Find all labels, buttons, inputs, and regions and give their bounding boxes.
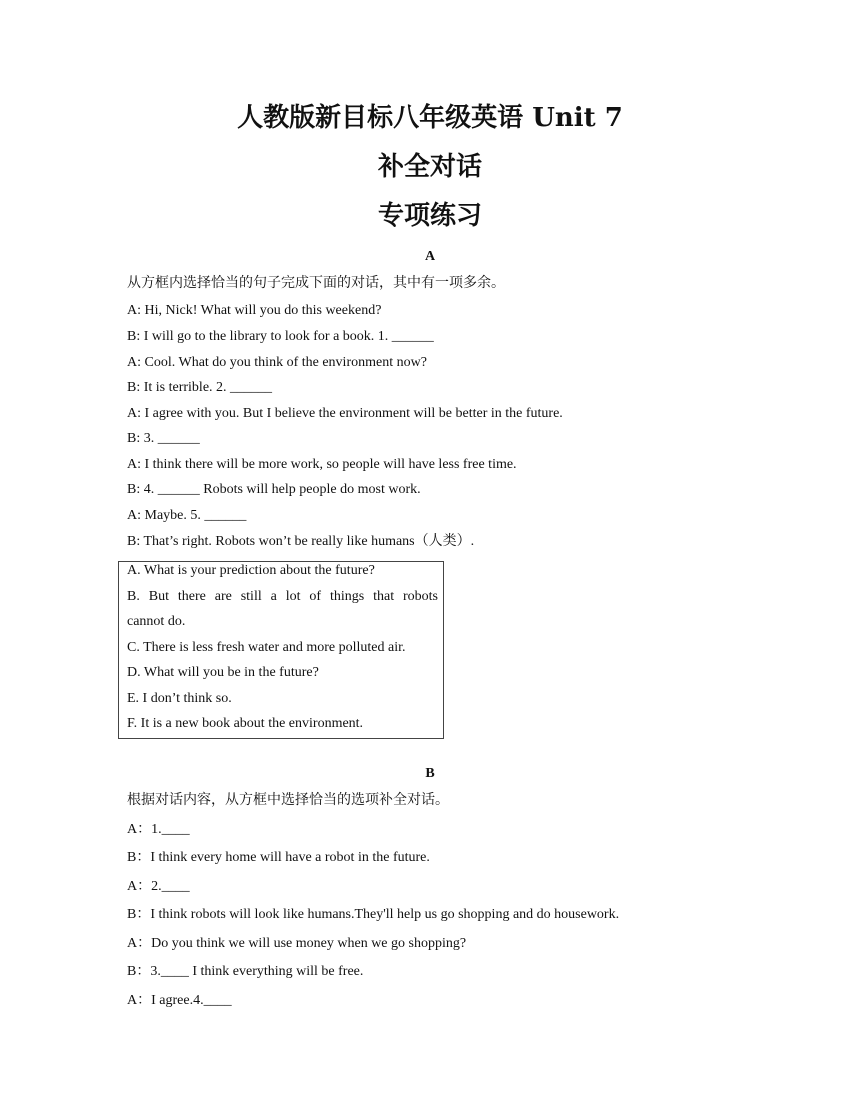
dialogue-line: A：2.____ [127,879,190,894]
dialogue-line: B: 4. ______ Robots will help people do most work. [127,482,421,497]
option-f: F. It is a new book about the environment. [127,716,364,731]
dialogue-line: A：Do you think we will use money when we go shopping? [127,936,467,951]
dialogue-line: A: Maybe. 5. ______ [127,508,247,523]
options-box [118,561,444,739]
dialogue-line: A: I agree with you. But I believe the environment will be better in the future. [127,406,563,421]
title-line-1: 人教版新目标八年级英语 Unit 7 [237,103,623,133]
dialogue-line: A：1.____ [127,822,190,837]
dialogue-line: B：I think robots will look like humans.They'll help us go shopping and do housework. [127,907,620,922]
option-c: C. There is less fresh water and more polluted air. [127,640,406,655]
section-b-instruction: 根据对话内容，从方框中选择恰当的选项补全对话。 [127,793,449,808]
dialogue-line: B: That’s right. Robots won’t be really like humans（人类）. [127,534,475,549]
section-b-heading: B [425,766,435,781]
dialogue-line: A：I agree.4.____ [127,993,232,1008]
dialogue-line: B: 3. ______ [127,431,200,446]
title-line-2: 补全对话 [377,152,482,182]
dialogue-line: B: It is terrible. 2. ______ [127,380,273,395]
option-d: D. What will you be in the future? [127,665,319,680]
dialogue-line: A: I think there will be more work, so people will have less free time. [127,457,517,472]
dialogue-line: A: Cool. What do you think of the environment now? [127,355,427,370]
section-a-instruction: 从方框内选择恰当的句子完成下面的对话，其中有一项多余。 [127,276,505,291]
title-line-3: 专项练习 [377,201,482,231]
option-a: A. What is your prediction about the future? [127,563,375,578]
option-b-line-2: cannot do. [127,614,186,629]
dialogue-line: A: Hi, Nick! What will you do this weekend? [127,303,382,318]
dialogue-line: B：I think every home will have a robot in the future. [127,850,430,865]
option-e: E. I don’t think so. [127,691,232,706]
dialogue-line: B：3.____ I think everything will be free. [127,964,364,979]
section-a-heading: A [424,249,436,264]
option-b-line-1: B. But there are still a lot of things that robots [127,589,438,604]
dialogue-line: B: I will go to the library to look for a book. 1. ______ [127,329,434,344]
